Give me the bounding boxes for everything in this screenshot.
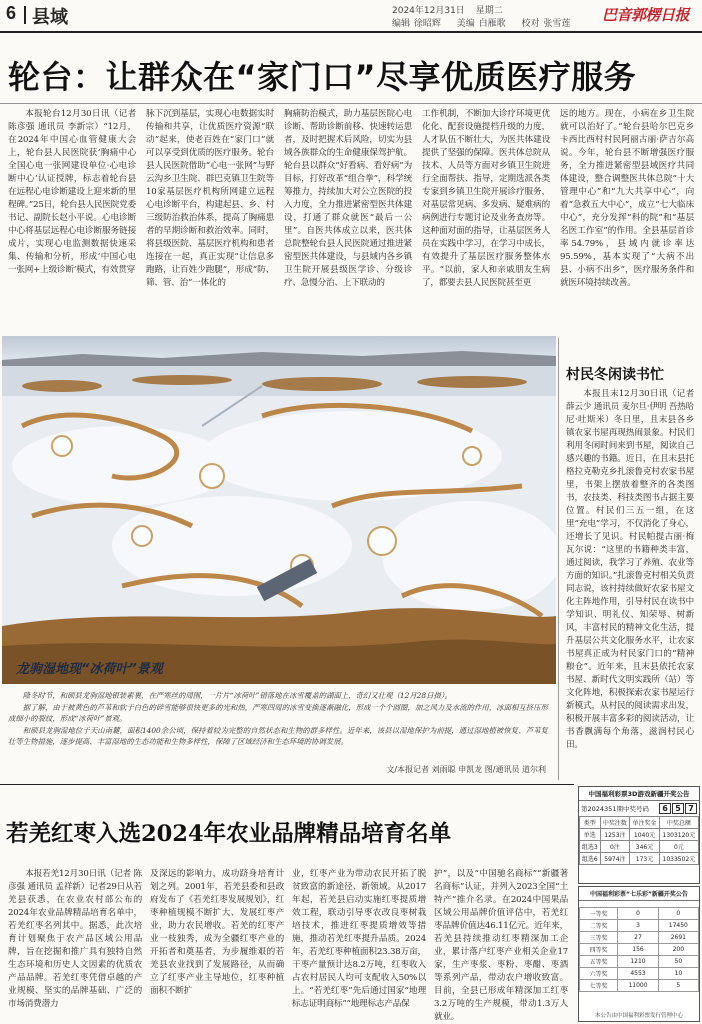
article2-top-rule xyxy=(0,784,574,785)
sidebar-title: 村民冬闲读书忙 xyxy=(566,367,664,383)
table-row xyxy=(580,968,699,980)
photo-caption xyxy=(8,690,548,748)
lottery-3d-issue: 第2024351期中奖号码 xyxy=(581,805,649,813)
table-cell: 1210 xyxy=(618,956,658,968)
article2-column-1 xyxy=(8,868,142,1022)
photo-title: 龙驹湿地现“冰荷叶”景观 xyxy=(16,662,163,677)
table-cell: 3 xyxy=(618,920,658,932)
table-cell: 50 xyxy=(658,956,698,968)
wetland-photo-art xyxy=(2,336,556,684)
header-divider xyxy=(24,6,26,24)
lottery-number: 7 xyxy=(685,803,697,814)
lottery-3d-title: 中国福利彩票3D游戏新疆开奖公告 xyxy=(579,787,699,801)
headline-rule xyxy=(0,103,702,104)
photo-caption-1: 隆冬时节，和硕县龙驹湿地银装素裹，在严寒丝的周围，一片片“冰荷叶”错落地在冰雪覆盖的湖面上，奇幻又壮观（12月28日摄）。 xyxy=(22,691,452,700)
article2-headline: 若羌红枣入选2024年农业品牌精品培育名单 xyxy=(6,821,452,847)
table-cell: 1033502元 xyxy=(659,853,698,865)
table-row xyxy=(580,932,699,944)
article-text: 及深远的影响力，成功跻身培育计划之列。2001年，若羌县委和县政府发布了《若羌红枣发展规划》，红枣种植规模不断扩大、发展红枣产业，助力农民增收。若羌的红枣产业一枝独秀，成为全疆红枣产业的开拓者和奠基者，为步履维艰的若羌县农业找到了发展路径，从而确立了红枣产业主导地位，红枣种植面积不断扩 xyxy=(150,869,284,996)
table-cell: 组选6 xyxy=(580,853,601,865)
staff-line xyxy=(392,16,570,29)
table-cell: 六等奖 xyxy=(580,968,618,980)
lottery-qile-title: 中国福利彩票“七乐彩”新疆开奖公告 xyxy=(579,887,699,901)
editor: 编辑 徐昭辉 xyxy=(392,19,441,29)
header-rule xyxy=(0,31,702,33)
lottery-number: 6 xyxy=(659,803,671,814)
table-cell: 二等奖 xyxy=(580,920,618,932)
article-column-1 xyxy=(8,108,136,332)
table-cell: 1040元 xyxy=(630,829,660,841)
lottery-qile-table xyxy=(579,907,699,992)
table-cell: 0 xyxy=(618,908,658,920)
table-row xyxy=(580,920,699,932)
table-cell: 1253注 xyxy=(600,829,630,841)
photo-credit: 文/本报记者 刘雨聪 申凯龙 图/通讯员 道尔利 xyxy=(386,765,546,774)
table-row xyxy=(580,829,699,841)
table-cell: 156 xyxy=(618,944,658,956)
table-cell: 346元 xyxy=(630,841,660,853)
table-cell: 5 xyxy=(658,980,698,992)
lottery-qile-footer: 本公告由中国福利彩票发行管理中心 xyxy=(594,1013,683,1019)
table-cell: 27 xyxy=(618,932,658,944)
table-header: 中奖注数 xyxy=(600,817,630,829)
table-cell: 四等奖 xyxy=(580,944,618,956)
article2-column-2 xyxy=(150,868,284,1022)
article-column-5 xyxy=(560,108,694,332)
article-text: 脉下沉到基层，实现心电数据实时传输和共享，让优质医疗资源“联动”起来，使老百姓在“家门口”就可以享受到优质的医疗服务。轮台县人民医院借助“心电一张网”与野云沟乡卫生院、群巴克镇卫生院等10家基层医疗机构所网建立远程心电诊断平台，构建起县、乡、村三级防治救治体系，提高了胸痛患者的早期诊断和救治效率。同时，将县级医院、基层医疗机构和患者连接在一起，真正实现“让信息多跑路，让百姓少跑腿”，形成“防、筛、管、治”一体化的 xyxy=(146,109,274,288)
article-column-3 xyxy=(284,108,412,332)
table-row xyxy=(580,944,699,956)
table-header: 中奖总额 xyxy=(659,817,698,829)
sidebar-text xyxy=(566,388,694,760)
sidebar-divider xyxy=(558,338,559,780)
article-text: 胸痛防治模式，助力基层医院心电诊断、帮助诊断前移、快速转运患者，及时把握术后风险，切实为县域各族群众的生命健康保驾护航。轮台县以群众“好看病、看好病”为目标，打好改革“组合拳”，科学统筹推力，持续加大对公立医院的投入力度，全力推进紧密型医共体建设，打通了群众就医“最后一公里”。自医共体成立以来，医共体总院整轮台县人民医院通过推进紧密型医共体建设，与县域内各乡镇卫生院开展县级医学诊、分级诊疗、急慢分治、上下联动的 xyxy=(284,109,412,288)
table-cell: 173元 xyxy=(630,853,660,865)
article-text: 护”，以及“中国驰名商标”“新疆著名商标”认证，并列入2023全国“土特产”推介名录。在2024中国果品区域公用品牌价值评估中，若羌红枣品牌价值达46.11亿元。近年来，若羌县持续推动红枣精深加工企业，累计落户红枣产业相关企业17家，生产枣浆、枣粉、枣醋、枣酒等系列产品，带动农户增收致富。目前，全县已形成年精深加工红枣3.2万吨的生产规模，带动1.3万人就业。 xyxy=(434,869,568,1022)
table-row xyxy=(580,841,699,853)
table-cell: 0注 xyxy=(600,841,630,853)
table-header: 单注奖金 xyxy=(630,817,660,829)
issue-date: 2024年12月31日 xyxy=(392,6,465,16)
section-name: 县域 xyxy=(32,7,68,28)
article-text: 远的地方。现在，小病在乡卫生院就可以治好了。”轮台县哈尔巴克乡卡西比西村村民阿丽古丽·萨吉尔高说。今年，轮台县不断增强医疗服务，全力推进紧密型县域医疗共同体建设，整合调整医共体总院“十大管理中心”和“九大共享中心”，向着“急救五大中心”，成立“七大临床中心”，充分发挥“科的院”和“基层名医工作室”的作用。全县基层首诊率54.79%，县域内就诊率达95.59%，基本实现了“大病不出县、小病不出乡”，医疗服务条件和就医环境持续改善。 xyxy=(560,109,694,288)
table-cell: 0元 xyxy=(659,841,698,853)
issue-date-line xyxy=(392,3,503,16)
table-cell: 10 xyxy=(658,968,698,980)
table-cell: 4553 xyxy=(618,968,658,980)
lottery-3d-box xyxy=(578,786,700,884)
table-cell: 11000 xyxy=(618,980,658,992)
table-cell: 五等奖 xyxy=(580,956,618,968)
table-row xyxy=(580,853,699,865)
table-cell: 1303120元 xyxy=(659,829,698,841)
article2-column-4 xyxy=(434,868,568,1022)
photo-caption-3: 和硕县龙驹湿地位于天山南麓，面积1400余公顷，保持着较为完整的自然状态和生物的群多样性。近年来，该县以湿地保护为前提，通过湿地植被恢复、芦苇复壮等生物措施，逐步提高、丰富湿地的生态功能和生物多样性，保障了区域经济和生态环境的协调发展。 xyxy=(8,725,548,746)
table-row xyxy=(580,908,699,920)
article-text: 本报若羌12月30日讯（记者 陈彦强 通讯员 孟祥新）记者29日从若羌县获悉，在农业农村部公布的2024年农业品牌精品培育名单中，若羌红枣名列其中。据悉，此次培育计划聚焦于农产品区域公用品牌，旨在挖掘和推广具有独特自然生态环境和历史人文因素的优质农产品品牌。若羌红枣凭借卓越的产业规模、坚实的品牌基础、广泛的市场消费潜力 xyxy=(8,869,142,1009)
table-header: 类型 xyxy=(580,817,601,829)
table-cell: 一等奖 xyxy=(580,908,618,920)
masthead-logo: 巴音郭楞日报 xyxy=(602,6,690,24)
photo-caption-2: 据了解，由于被黄色的芦苇和软于白色的碎雪能够很快更多的光和热，严寒四周的冰雪变换逐渐融化，形成一个个圆圈，加之风力及水流的作用，冰面相互挤压形成细小的裂纹，形成“冰荷叶”景观。 xyxy=(8,702,548,723)
lottery-3d-draw xyxy=(579,801,699,816)
table-cell: 2691 xyxy=(658,932,698,944)
issue-weekday: 星期二 xyxy=(475,6,503,16)
table-cell: 200 xyxy=(658,944,698,956)
designer: 美编 白雁歌 xyxy=(456,19,506,29)
table-row xyxy=(580,956,699,968)
lottery-qile-box xyxy=(578,886,700,1022)
table-row xyxy=(580,980,699,992)
lottery-3d-table xyxy=(579,816,699,865)
article-text: 工作机制，不断加大诊疗环境更优化化、配套设施提档升级的力度，人才队伍不断壮大，为医共体建设提供了坚强的保障。医共体总院从技术、人员等方面对乡镇卫生院进行全面帮扶、指导，定期选派各类专家到乡镇卫生院开展诊疗服务，对基层常见病、多发病、疑难病的病例进行专题讨论及业务查房等。这种面对面的指导，让基层医务人员在实践中学习，在学习中成长，有效提升了基层医疗服务整体水平。“以前，家人和亲戚朋友生病了，都要去县人民医院甚至更 xyxy=(422,109,550,288)
article-text: 业，红枣产业为带动农民开拓了脱贫致富的新途径、新领域。从2017年起，若羌县启动实施红枣提质增效工程，联动引导枣农改良枣树栽培技术，推进红枣提质增效等措施，推动若羌红枣提升品质。2024年，若羌红枣种植面积23.38万亩，干枣产量预计达8.2万吨，红枣收入占农村居民人均可支配收入50%以上。“若羌红枣”先后通过国家“地理标志证明商标”“地理标志产品保 xyxy=(292,869,426,1009)
table-cell: 5974注 xyxy=(600,853,630,865)
proofreader: 校对 张雪莲 xyxy=(521,19,571,29)
sidebar-body: 本报且末12月30日讯（记者 薛云少 通讯员 麦尔旦·伊明 吾热哈尼·吐斯米）冬日里，且末县各乡镇农家书屋再现热闹景象。村民们利用冬闲时间来到书屋，阅读自己感兴趣的书籍。近日，在且末县托格拉克勒克乡扎滚鲁克村农家书屋里，书架上摆放着整齐的各类图书，农技类、科技类图书占据主要位置。村民们三五一组，在这里“充电”学习，不仅消化了身心，还增长了见识。村民帕提古丽·梅瓦尔说：“这里的书籍种类丰富，通过阅读，我学习了养殖、农业等方面的知识。”扎滚鲁克村相关负责同志说，该村持续做好农家书屋文化主阵地作用，引导村民在读书中学知识、明礼仪、知荣辱、树新风，丰富村民的精神文化生活，提升基层公共文化服务水平，让农家书屋真正成为村民家门口的“精神粮仓”。近年来，且末县依托农家书屋、新时代文明实践所（站）等文化阵地，积极探索农家书屋运行新模式，从村民的阅读需求出发，积极开展丰富多彩的阅读活动，让书香飘满每个角落，滋润村民心田。 xyxy=(566,389,694,750)
table-cell: 三等奖 xyxy=(580,932,618,944)
page-number: 6 xyxy=(6,3,17,23)
article-column-4 xyxy=(422,108,550,332)
table-cell: 组选3 xyxy=(580,841,601,853)
table-cell: 0 xyxy=(658,908,698,920)
wetland-photo xyxy=(2,336,556,684)
lottery-number: 5 xyxy=(672,803,684,814)
article2-column-3 xyxy=(292,868,426,1022)
table-cell: 17450 xyxy=(658,920,698,932)
article-text: 本报轮台12月30日讯（记者 陈彦强 通讯员 李新宗）“12月，在2024年中国心血管健康大会上，轮台县人民医院获‘胸痛中心全国心电一张网建设单位·心电诊断中心’认证授牌，标志着轮台县在远程心电诊断建设上迎来新的里程碑。”25日，轮台县人民医院党委书记、副院长赵小平说。心电诊断中心将基层远程心电诊断服务链接成片，实现心电监测数据快速采集、传输和分析，形成‘中国心电一张网+上级诊断’模式，有效贯穿 xyxy=(8,109,136,275)
article-headline: 轮台：让群众在“家门口”尽享优质医疗服务 xyxy=(8,58,637,96)
table-cell: 单选 xyxy=(580,829,601,841)
table-cell: 七等奖 xyxy=(580,980,618,992)
article-column-2 xyxy=(146,108,274,332)
